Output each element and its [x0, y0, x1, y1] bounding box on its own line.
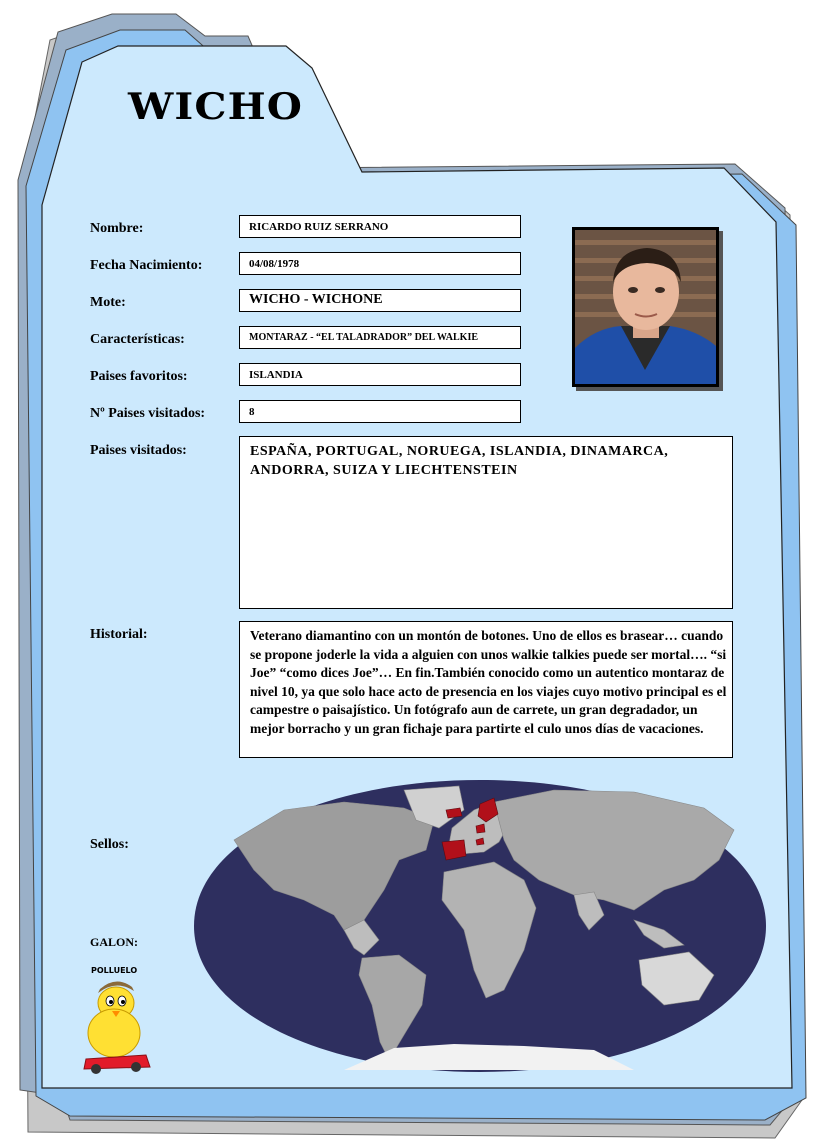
label-mote: Mote: [90, 295, 126, 310]
field-paises-visitados: ESPAÑA, PORTUGAL, NORUEGA, ISLANDIA, DINAMARCA, ANDORRA, SUIZA Y LIECHTENSTEIN [239, 436, 733, 609]
label-historial: Historial: [90, 627, 148, 642]
field-fecha-nacimiento: 04/08/1978 [239, 252, 521, 275]
field-historial: Veterano diamantino con un montón de botones. Uno de ellos es brasear… cuando se propone joderle la vida a alguien con unos walkie talkies puede ser mortal…. “si Joe” “como dices Joe”… En fin.También conocido como un autentico montaraz de nivel 10, ya que solo hace acto de presencia en los viajes cuyo motivo principal es el campestre o paisajístico. Un fotógrafo aun de carrete, un gran degradador, un mejor borracho y un gran fichaje para partirte el culo unos días de vacaciones. [239, 621, 733, 758]
label-fecha-nacimiento: Fecha Nacimiento: [90, 258, 203, 273]
world-map [194, 780, 766, 1072]
label-paises-favoritos: Paises favoritos: [90, 369, 188, 384]
label-galon: GALON: [90, 935, 138, 949]
profile-title: WICHO [128, 86, 304, 128]
profile-photo [572, 227, 719, 387]
field-caracteristicas: MONTARAZ - “EL TALADRADOR” DEL WALKIE [239, 326, 521, 349]
visited-iceland [446, 808, 462, 818]
field-nombre: RICARDO RUIZ SERRANO [239, 215, 521, 238]
portrait-image [575, 230, 716, 384]
galon-badge-chick-icon [76, 963, 156, 1075]
label-caracteristicas: Características: [90, 332, 185, 347]
label-num-paises-visitados: Nº Paises visitados: [90, 406, 206, 421]
label-sellos: Sellos: [90, 837, 129, 852]
field-mote: WICHO - WICHONE [239, 289, 521, 312]
badge-text: POLLUELO [91, 966, 138, 975]
field-paises-favoritos: ISLANDIA [239, 363, 521, 386]
field-num-paises-visitados: 8 [239, 400, 521, 423]
label-nombre: Nombre: [90, 221, 144, 236]
label-paises-visitados: Paises visitados: [90, 443, 187, 458]
visited-spain-portugal [442, 840, 466, 860]
